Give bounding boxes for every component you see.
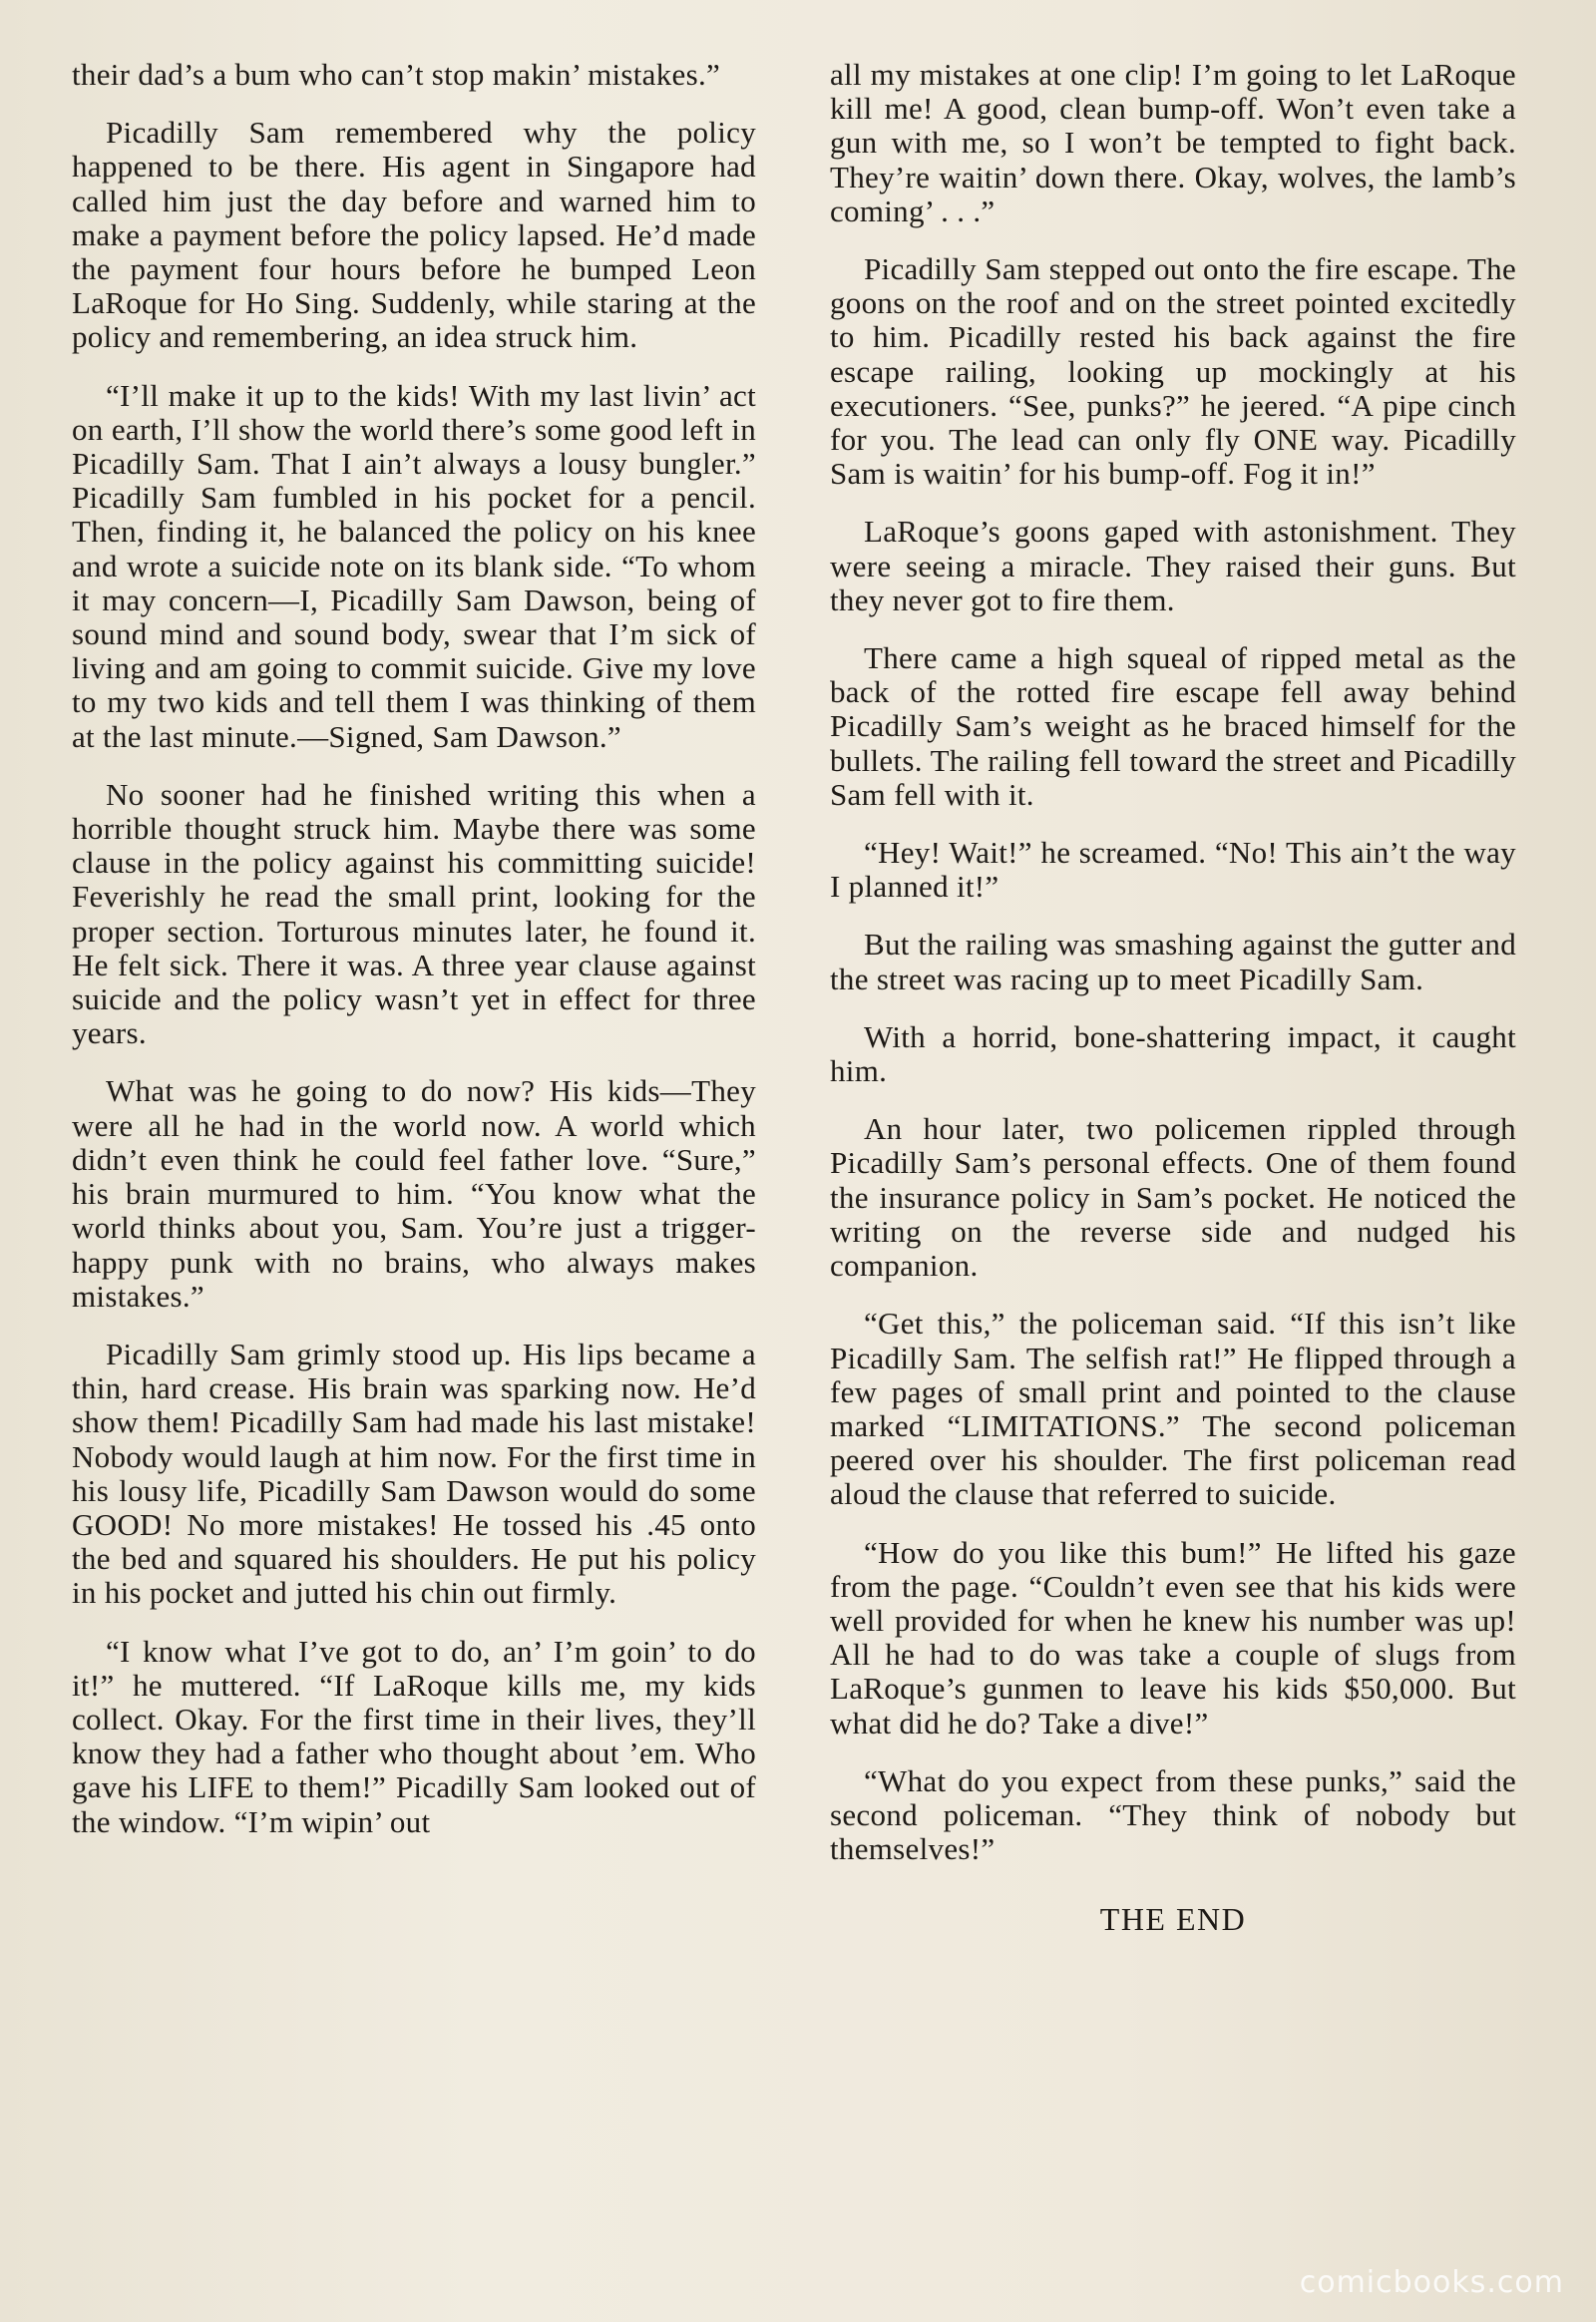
paragraph: With a horrid, bone-shattering impact, it caught him. [830,1018,1516,1089]
paragraph: “What do you expect from these punks,” said the second policeman. “They think of nobody but themselves!” [830,1762,1516,1867]
paragraph: “Get this,” the policeman said. “If this isn’t like Picadilly Sam. The selfish rat!” He flipped through a few pages of small print and pointed to the clause marked “LIMITATIONS.” The second policeman peered over his shoulder. The first policeman read aloud the clause that referred to suicide. [830,1306,1516,1512]
paragraph: But the railing was smashing against the gutter and the street was racing up to meet Picadilly Sam. [830,927,1516,996]
paragraph: Picadilly Sam remembered why the policy happened to be there. His agent in Singapore had called him just the day before and warned him to make a payment before the policy lapsed. He’d made the payment four hours before he bumped Leon LaRoque for Ho Sing. Suddenly, while staring at the policy and remembering, an idea struck him. [72,115,756,355]
paragraph: all my mistakes at one clip! I’m going to let LaRoque kill me! A good, clean bump-off. Won’t even take a gun with me, so I won’t be tempted to fight back. They’re waitin’ down there. Okay, wolves, the lamb’s coming’ . . .” [830,57,1516,228]
the-end-label: THE END [1099,1901,1247,1938]
paragraph: Picadilly Sam stepped out onto the fire escape. The goons on the roof and on the street pointed excitedly to him. Picadilly rested his back against the fire escape railing, looking up mockingly at his executioners. “See, punks?” he jeered. “A pipe cinch for you. The lead can only fly ONE way. Picadilly Sam is waitin’ for his bump-off. Fog it in!” [830,251,1516,492]
site-watermark: comicbooks.com [1299,2265,1564,2300]
right-text-column [830,58,1516,1961]
paragraph: There came a high squeal of ripped metal as the back of the rotted fire escape fell away behind Picadilly Sam’s weight as he braced himself for the bullets. The railing fell toward the street and Picadilly Sam fell with it. [830,640,1516,812]
left-text-column [72,58,756,1863]
paragraph: An hour later, two policemen rippled through Picadilly Sam’s personal effects. One of them found the insurance policy in Sam’s pocket. He noticed the writing on the reverse side and nudged his companion. [830,1111,1516,1284]
paragraph: What was he going to do now? His kids—They were all he had in the world now. A world which didn’t even think he could feel father love. “Sure,” his brain murmured to him. “You know what the world thinks about you, Sam. You’re just a trigger-happy punk with no brains, who always makes mistakes.” [72,1073,756,1314]
paragraph: “I know what I’ve got to do, an’ I’m goin’ to do it!” he muttered. “If LaRoque kills me, my kids collect. Okay. For the first time in their lives, they’ll know they had a father who thought about ’em. Who gave his LIFE to them!” Picadilly Sam looked out of the window. “I’m wipin’ out [72,1633,756,1839]
paragraph: Picadilly Sam grimly stood up. His lips became a thin, hard crease. His brain was sparking now. He’d show them! Picadilly Sam had made his last mistake! Nobody would laugh at him now. For the first time in his lousy life, Picadilly Sam Dawson would do some GOOD! No more mistakes! He tossed his .45 onto the bed and squared his shoulders. He put his policy in his pocket and jutted his chin out firmly. [72,1336,756,1611]
paragraph: LaRoque’s goons gaped with astonishment. They were seeing a miracle. They raised their guns. But they never got to fire them. [830,514,1516,617]
paragraph: “How do you like this bum!” He lifted his gaze from the page. “Couldn’t even see that his kids were well provided for when he knew his number was up! All he had to do was take a couple of slugs from LaRoque’s gunmen to leave his kids $50,000. But what did he do? Take a dive!” [830,1534,1516,1741]
paragraph: “I’ll make it up to the kids! With my last livin’ act on earth, I’ll show the world there’s some good left in Picadilly Sam. That I ain’t always a lousy bungler.” Picadilly Sam fumbled in his pocket for a pencil. Then, finding it, he balanced the policy on his knee and wrote a suicide note on its blank side. “To whom it may concern—I, Picadilly Sam Dawson, being of sound mind and sound body, swear that I’m sick of living and am going to commit suicide. Give my love to my two kids and tell them I was thinking of them at the last minute.—Signed, Sam Dawson.” [72,377,756,754]
paragraph: No sooner had he finished writing this when a horrible thought struck him. Maybe there was some clause in the policy against his committing suicide! Feverishly he read the small print, looking for the proper section. Torturous minutes later, he found it. He felt sick. There it was. A three year clause against suicide and the policy wasn’t yet in effect for three years. [72,776,756,1051]
paragraph: their dad’s a bum who can’t stop makin’ mistakes.” [72,57,721,92]
paragraph: “Hey! Wait!” he screamed. “No! This ain’t the way I planned it!” [830,835,1516,905]
